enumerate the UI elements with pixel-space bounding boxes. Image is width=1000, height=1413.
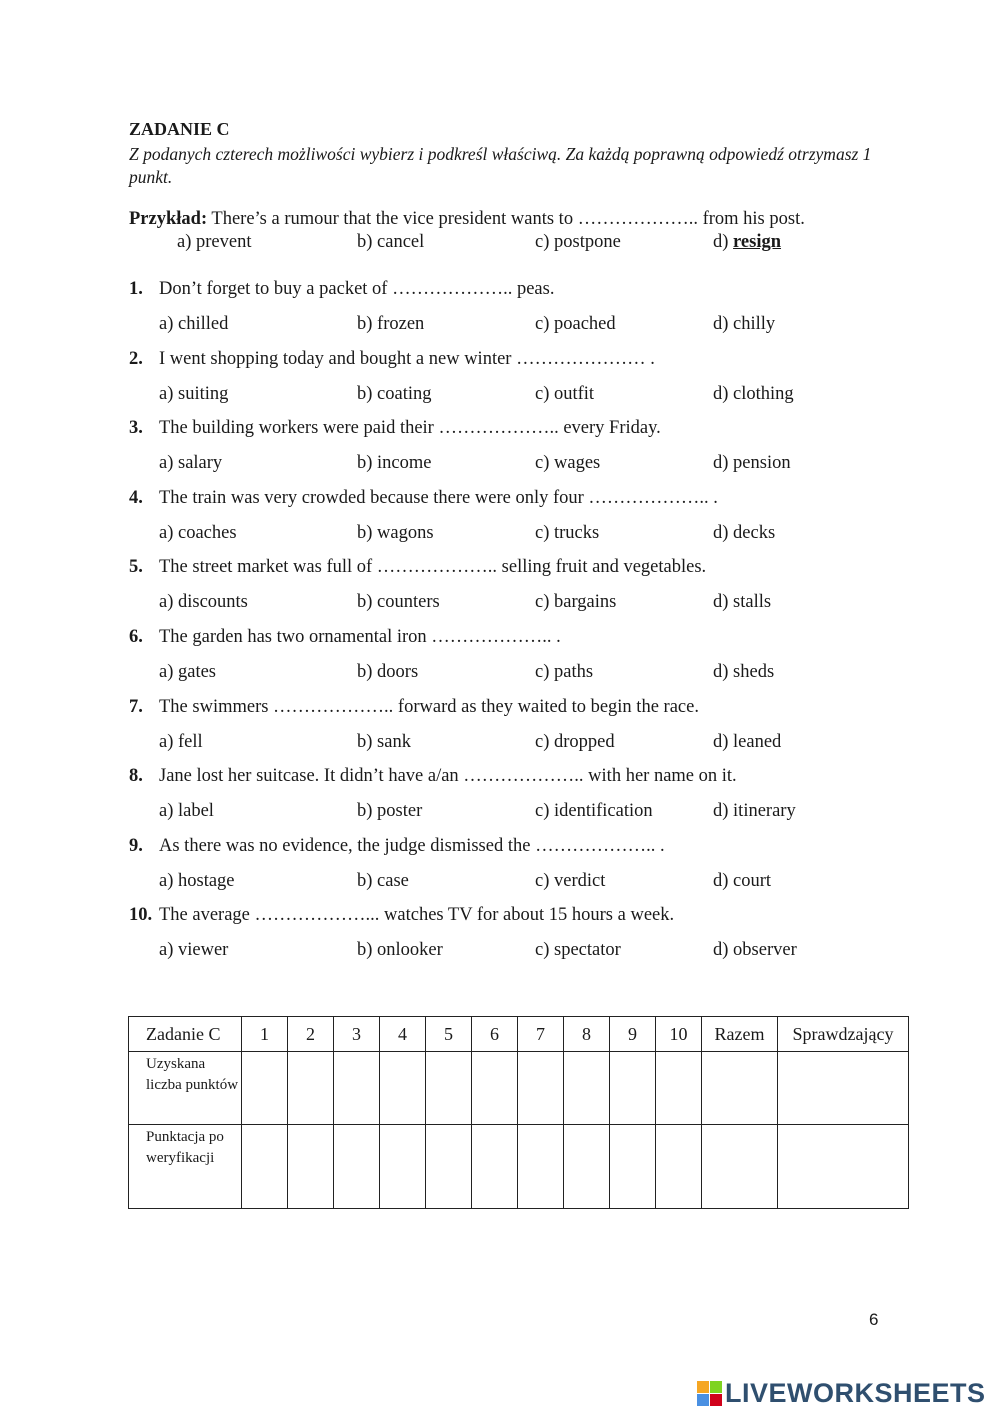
question-9-option-d[interactable]: d) court [713,871,772,891]
score-input-cell[interactable] [426,1052,472,1125]
question-7-option-d[interactable]: d) leaned [713,732,782,752]
question-number: 5. [129,557,143,577]
example-answer: resign [733,232,782,252]
score-input-cell[interactable] [242,1052,288,1125]
question-number: 2. [129,349,143,369]
example-sentence [129,209,805,230]
question-1-option-b[interactable]: b) frozen [357,314,425,334]
score-input-cell[interactable] [656,1052,702,1125]
question-text: Jane lost her suitcase. It didn’t have a/an ……………….. with her name on it. [159,766,737,786]
question-2-option-d[interactable]: d) clothing [713,384,794,404]
score-input-cell[interactable] [288,1052,334,1125]
question-9-option-a[interactable]: a) hostage [159,871,235,891]
score-input-cell[interactable] [242,1125,288,1209]
question-3-option-d[interactable]: d) pension [713,453,791,473]
score-input-cell[interactable] [380,1125,426,1209]
question-number: 4. [129,488,143,508]
question-1-option-c[interactable]: c) poached [535,314,616,334]
question-8-option-a[interactable]: a) label [159,801,214,821]
example-option-b: b) cancel [357,232,425,252]
question-6-option-d[interactable]: d) sheds [713,662,775,682]
score-header-cell: 2 [288,1017,334,1052]
logo-grid-icon [697,1381,722,1406]
score-row-obtained [129,1052,909,1125]
score-input-cell[interactable] [564,1125,610,1209]
page-number: 6 [869,1310,879,1329]
question-number: 10. [129,905,153,925]
score-header-cell: 1 [242,1017,288,1052]
question-10-option-c[interactable]: c) spectator [535,940,621,960]
score-input-cell[interactable] [656,1125,702,1209]
score-input-cell[interactable] [472,1052,518,1125]
logo-square-4 [710,1394,722,1406]
score-header-cell: 7 [518,1017,564,1052]
question-text: The building workers were paid their ……………….. every Friday. [159,418,661,438]
score-input-cell[interactable] [564,1052,610,1125]
question-text: The average ………………... watches TV for about 15 hours a week. [159,905,675,925]
question-number: 7. [129,697,143,717]
score-header-cell: 6 [472,1017,518,1052]
logo-text: LIVEWORKSHEETS [725,1378,986,1408]
question-6-option-c[interactable]: c) paths [535,662,594,682]
question-10-option-a[interactable]: a) viewer [159,940,229,960]
score-header-cell: 3 [334,1017,380,1052]
question-text: The train was very crowded because there were only four ……………….. . [159,488,718,508]
score-row-label: Uzyskana liczba punktów [129,1052,242,1125]
score-input-cell[interactable] [334,1052,380,1125]
score-input-cell[interactable] [518,1052,564,1125]
score-input-cell[interactable] [610,1125,656,1209]
question-number: 9. [129,836,143,856]
example-option-c: c) postpone [535,232,621,252]
score-input-cell[interactable] [518,1125,564,1209]
question-2-option-c[interactable]: c) outfit [535,384,595,404]
question-3-option-a[interactable]: a) salary [159,453,223,473]
question-9-option-c[interactable]: c) verdict [535,871,606,891]
score-input-cell[interactable] [610,1052,656,1125]
question-9-option-b[interactable]: b) case [357,871,409,891]
question-8-option-b[interactable]: b) poster [357,801,423,821]
question-5-option-c[interactable]: c) bargains [535,592,617,612]
question-6-option-b[interactable]: b) doors [357,662,419,682]
score-table-header [129,1017,909,1052]
question-3-option-c[interactable]: c) wages [535,453,601,473]
question-text: The swimmers ……………….. forward as they waited to begin the race. [159,697,699,717]
question-text: The garden has two ornamental iron ……………….. . [159,627,561,647]
question-number: 1. [129,279,143,299]
question-7-option-b[interactable]: b) sank [357,732,411,752]
score-input-cell[interactable] [426,1125,472,1209]
score-header-cell: 4 [380,1017,426,1052]
question-number: 6. [129,627,143,647]
score-header-cell: 9 [610,1017,656,1052]
score-input-cell[interactable] [702,1052,778,1125]
score-row-verified [129,1125,909,1209]
score-header-cell: 8 [564,1017,610,1052]
liveworksheets-logo [697,1378,986,1409]
score-input-cell[interactable] [472,1125,518,1209]
question-4-option-b[interactable]: b) wagons [357,523,434,543]
logo-square-1 [697,1381,709,1393]
question-text: Don’t forget to buy a packet of ……………….. peas. [159,279,555,299]
question-4-option-c[interactable]: c) trucks [535,523,600,543]
logo-square-3 [697,1394,709,1406]
question-number: 3. [129,418,143,438]
question-1-option-d[interactable]: d) chilly [713,314,776,334]
example-option-a: a) prevent [177,232,252,252]
question-text: I went shopping today and bought a new winter ………………… . [159,349,655,369]
question-8-option-c[interactable]: c) identification [535,801,653,821]
question-2-option-a[interactable]: a) suiting [159,384,229,404]
logo-square-2 [710,1381,722,1393]
question-4-option-d[interactable]: d) decks [713,523,776,543]
question-8-option-d[interactable]: d) itinerary [713,801,796,821]
example-text: There’s a rumour that the vice president wants to ……………….. from his post. [207,209,805,229]
question-3-option-b[interactable]: b) income [357,453,432,473]
score-header-cell: 5 [426,1017,472,1052]
score-row-label: Punktacja po weryfikacji [129,1125,242,1209]
question-5-option-b[interactable]: b) counters [357,592,440,612]
question-6-option-a[interactable]: a) gates [159,662,217,682]
example-label: Przykład: [129,209,208,229]
question-1-option-a[interactable]: a) chilled [159,314,229,334]
score-input-cell[interactable] [288,1125,334,1209]
score-input-cell[interactable] [334,1125,380,1209]
score-header-cell: 10 [656,1017,702,1052]
question-text: As there was no evidence, the judge dismissed the ……………….. . [159,836,665,856]
question-7-option-a[interactable]: a) fell [159,732,203,752]
question-5-option-a[interactable]: a) discounts [159,592,248,612]
question-text: The street market was full of ……………….. selling fruit and vegetables. [159,557,707,577]
question-5-option-d[interactable]: d) stalls [713,592,772,612]
score-header-cell: Razem [702,1017,778,1052]
score-input-cell[interactable] [778,1125,909,1209]
score-input-cell[interactable] [778,1052,909,1125]
question-2-option-b[interactable]: b) coating [357,384,432,404]
question-4-option-a[interactable]: a) coaches [159,523,237,543]
task-instruction: Z podanych czterech możliwości wybierz i podkreśl właściwą. Za każdą poprawną odpowiedź otrzymasz 1 punkt. [129,144,872,187]
question-number: 8. [129,766,143,786]
question-7-option-c[interactable]: c) dropped [535,732,615,752]
question-10-option-b[interactable]: b) onlooker [357,940,443,960]
score-input-cell[interactable] [380,1052,426,1125]
question-10-option-d[interactable]: d) observer [713,940,797,960]
score-header-cell: Zadanie C [129,1017,242,1052]
example-option-d: d) resign [713,232,782,252]
task-title: ZADANIE C [129,119,230,139]
score-header-cell: Sprawdzający [778,1017,909,1052]
score-input-cell[interactable] [702,1125,778,1209]
score-table [128,1016,909,1209]
